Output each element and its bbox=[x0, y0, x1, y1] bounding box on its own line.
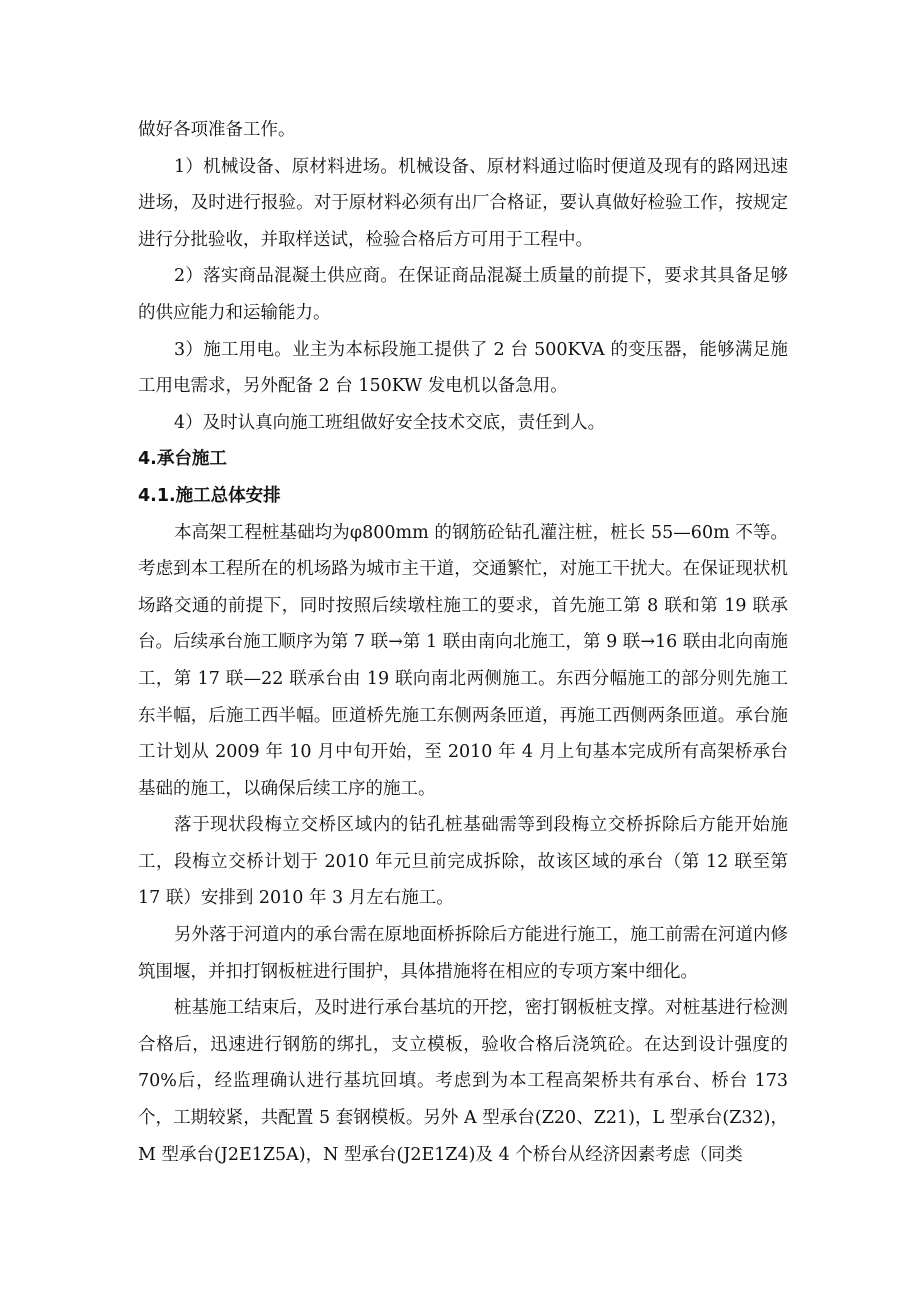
subsection-heading: 4.1.施工总体安排 bbox=[138, 485, 281, 506]
paragraph-interchange-area: 落于现状段梅立交桥区域内的钻孔桩基础需等到段梅立交桥拆除后方能开始施工，段梅立交桥计划于 2010 年元旦前完成拆除，故该区域的承台（第 12 联至第 17 联）安排到 2010 年 3 月左右施工。 bbox=[138, 815, 788, 909]
paragraph-item-1: 1）机械设备、原材料进场。机械设备、原材料通过临时便道及现有的路网迅速进场，及时进行报验。对于原材料必须有出厂合格证，要认真做好检验工作，按规定进行分批验收，并取样送试，检验合格后方可用于工程中。 bbox=[138, 156, 788, 250]
paragraph-item-3: 3）施工用电。业主为本标段施工提供了 2 台 500KVA 的变压器，能够满足施工用电需求，另外配备 2 台 150KW 发电机以备急用。 bbox=[138, 339, 788, 397]
section-heading: 4.承台施工 bbox=[138, 449, 227, 470]
paragraph-pile-cap-procedure: 桩基施工结束后，及时进行承台基坑的开挖，密打钢板桩支撑。对桩基进行检测合格后，迅速进行钢筋的绑扎，支立模板，验收合格后浇筑砼。在达到设计强度的 70%后，经监理确认进行基坑回填。考虑到为本工程高架桥共有承台、桥台 173 个，工期较紧，共配置 5 套钢模板。另外 A 型承台(Z20、Z21)，L 型承台(Z32)，M 型承台(J2E1Z5A)，N 型承台(J2E1Z4)及 4 个桥台从经济因素考虑（同类 bbox=[138, 998, 788, 1165]
paragraph-intro: 做好各项准备工作。 bbox=[138, 120, 296, 140]
document-body bbox=[138, 112, 788, 1173]
paragraph-overall-arrangement: 本高架工程桩基础均为φ800mm 的钢筋砼钻孔灌注桩，桩长 55—60m 不等。考虑到本工程所在的机场路为城市主干道，交通繁忙，对施工干扰大。在保证现状机场路交通的前提下，同时按照后续墩柱施工的要求，首先施工第 8 联和第 19 联承台。后续承台施工顺序为第 7 联→第 1 联由南向北施工，第 9 联→16 联由北向南施工，第 17 联—22 联承台由 19 联向南北两侧施工。东西分幅施工的部分则先施工东半幅，后施工西半幅。匝道桥先施工东侧两条匝道，再施工西侧两条匝道。承台施工计划从 2009 年 10 月中旬开始，至 2010 年 4 月上旬基本完成所有高架桥承台基础的施工，以确保后续工序的施工。 bbox=[138, 522, 788, 799]
paragraph-river-area: 另外落于河道内的承台需在原地面桥拆除后方能进行施工，施工前需在河道内修筑围堰，并扣打钢板桩进行围护，具体措施将在相应的专项方案中细化。 bbox=[138, 925, 788, 982]
paragraph-item-4: 4）及时认真向施工班组做好安全技术交底，责任到人。 bbox=[174, 412, 606, 433]
paragraph-item-2: 2）落实商品混凝土供应商。在保证商品混凝土质量的前提下，要求其具备足够的供应能力和运输能力。 bbox=[138, 266, 788, 323]
